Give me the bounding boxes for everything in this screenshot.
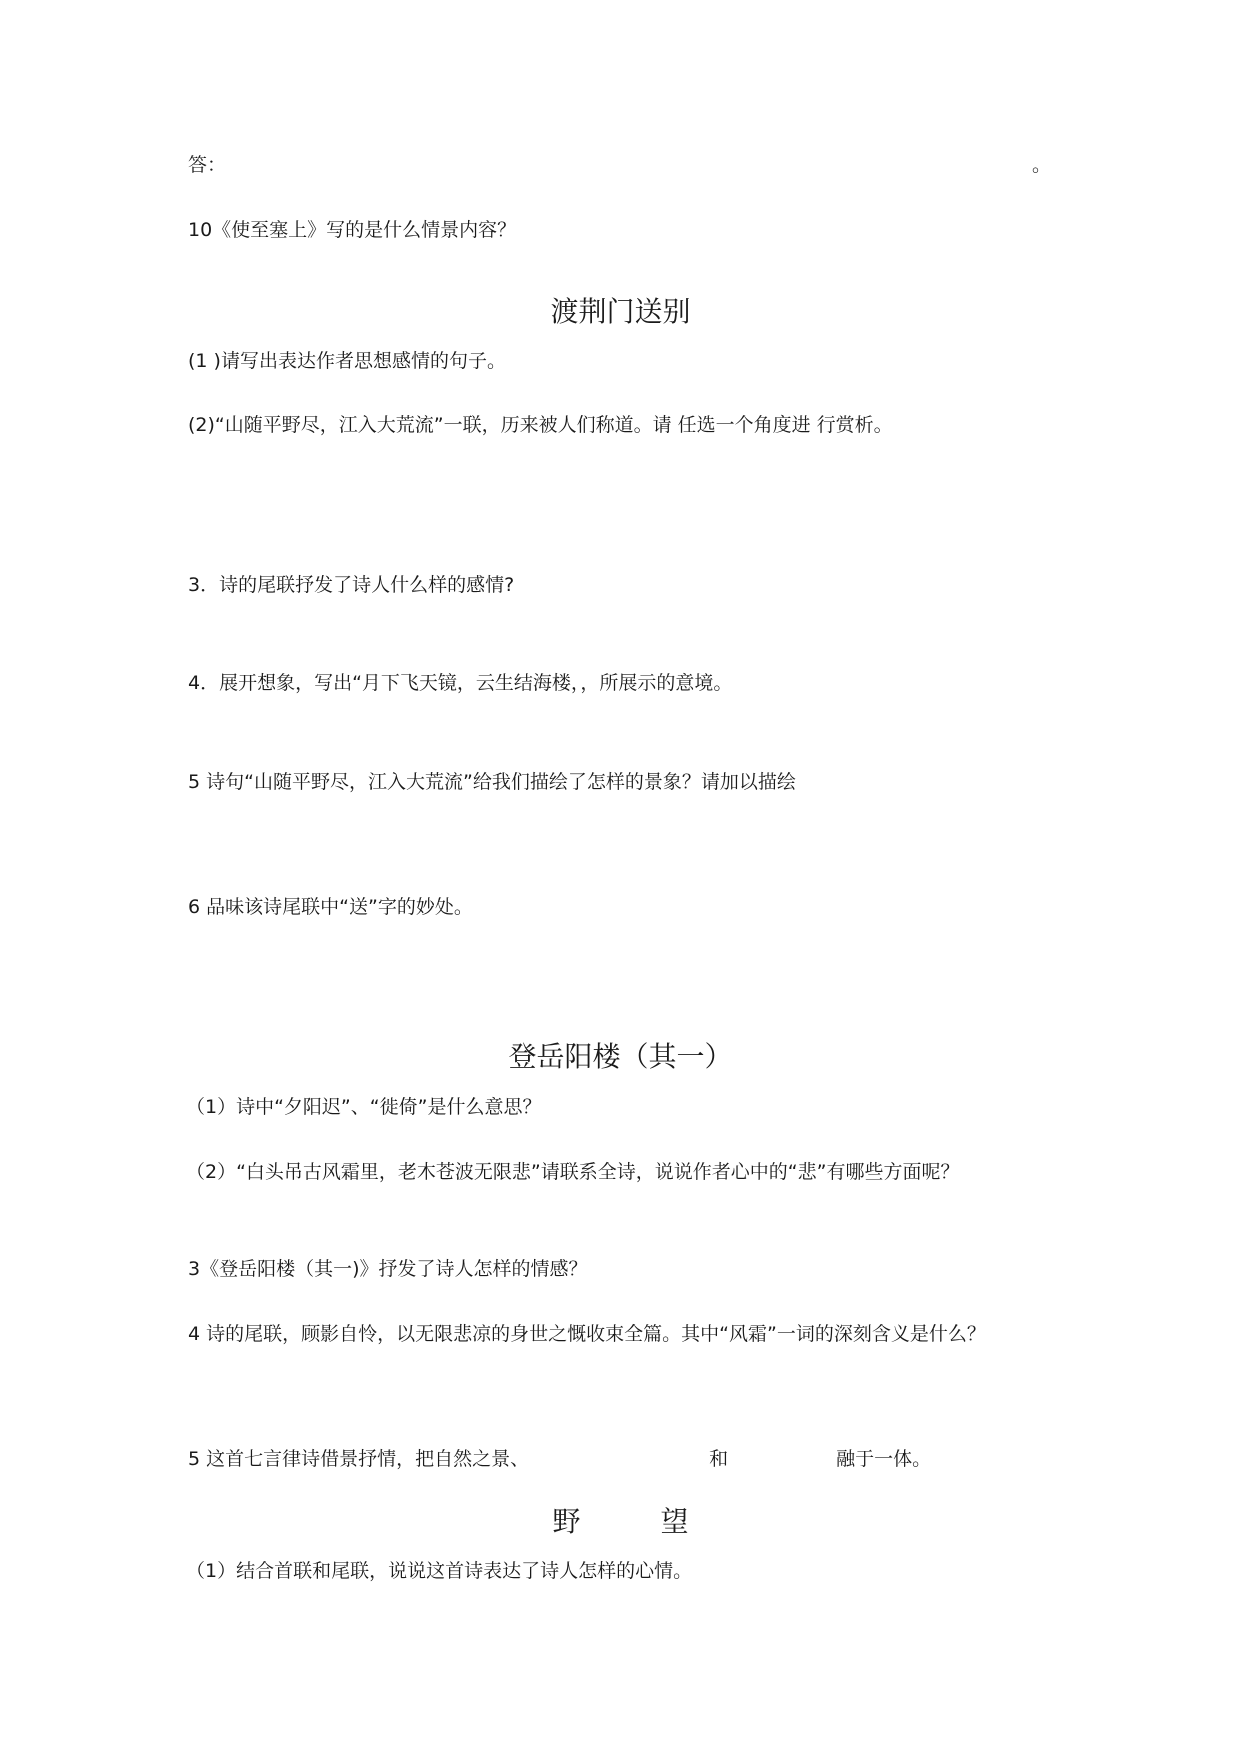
- question-5-fill-blank: [188, 1442, 931, 1476]
- question-item: （1）结合首联和尾联，说说这首诗表达了诗人怎样的心情。: [186, 1560, 693, 1582]
- question-item: (1 )请写出表达作者思想感情的句子。: [188, 350, 506, 372]
- section-title-dujingmen: 渡荆门送别: [550, 295, 691, 328]
- question-item: （2）“白头吊古风霜里，老木苍波无限悲”请联系全诗，说说作者心中的“悲”有哪些方面呢？: [186, 1161, 960, 1183]
- title-char-wang: 望: [660, 1505, 689, 1538]
- fill-blank-part2: 和: [709, 1448, 729, 1470]
- section-title-dengyueyanglou: 登岳阳楼（其一）: [508, 1040, 733, 1073]
- section-title-yewang: [0, 1502, 1241, 1542]
- question-item: 3《登岳阳楼（其一)》抒发了诗人怎样的情感？: [188, 1258, 588, 1280]
- answer-label: 答：: [188, 154, 227, 176]
- answer-end-mark: 。: [1032, 154, 1052, 176]
- question-item: （1）诗中“夕阳迟”、“徙倚”是什么意思？: [186, 1096, 542, 1118]
- question-item: 3．诗的尾联抒发了诗人什么样的感情?: [188, 574, 515, 596]
- question-10: 10《使至塞上》写的是什么情景内容？: [188, 219, 517, 241]
- fill-blank-part1: 5 这首七言律诗借景抒情，把自然之景、: [188, 1448, 530, 1470]
- fill-blank-part3: 融于一体。: [836, 1448, 932, 1470]
- title-char-ye: 野: [552, 1505, 581, 1538]
- question-item: 4．展开想象，写出“月下飞天镜，云生结海楼，，所展示的意境。: [188, 672, 733, 694]
- question-item: 4 诗的尾联，顾影自怜，以无限悲凉的身世之慨收束全篇。其中“风霜”一词的深刻含义是什么？: [188, 1323, 986, 1345]
- question-item: 6 品味该诗尾联中“送”字的妙处。: [188, 896, 473, 918]
- question-item: 5 诗句“山随平野尽，江入大荒流”给我们描绘了怎样的景象？请加以描绘: [188, 771, 796, 793]
- question-item: (2)“山随平野尽，江入大荒流”一联，历来被人们称道。请 任选一个角度进 行赏析。: [188, 414, 893, 436]
